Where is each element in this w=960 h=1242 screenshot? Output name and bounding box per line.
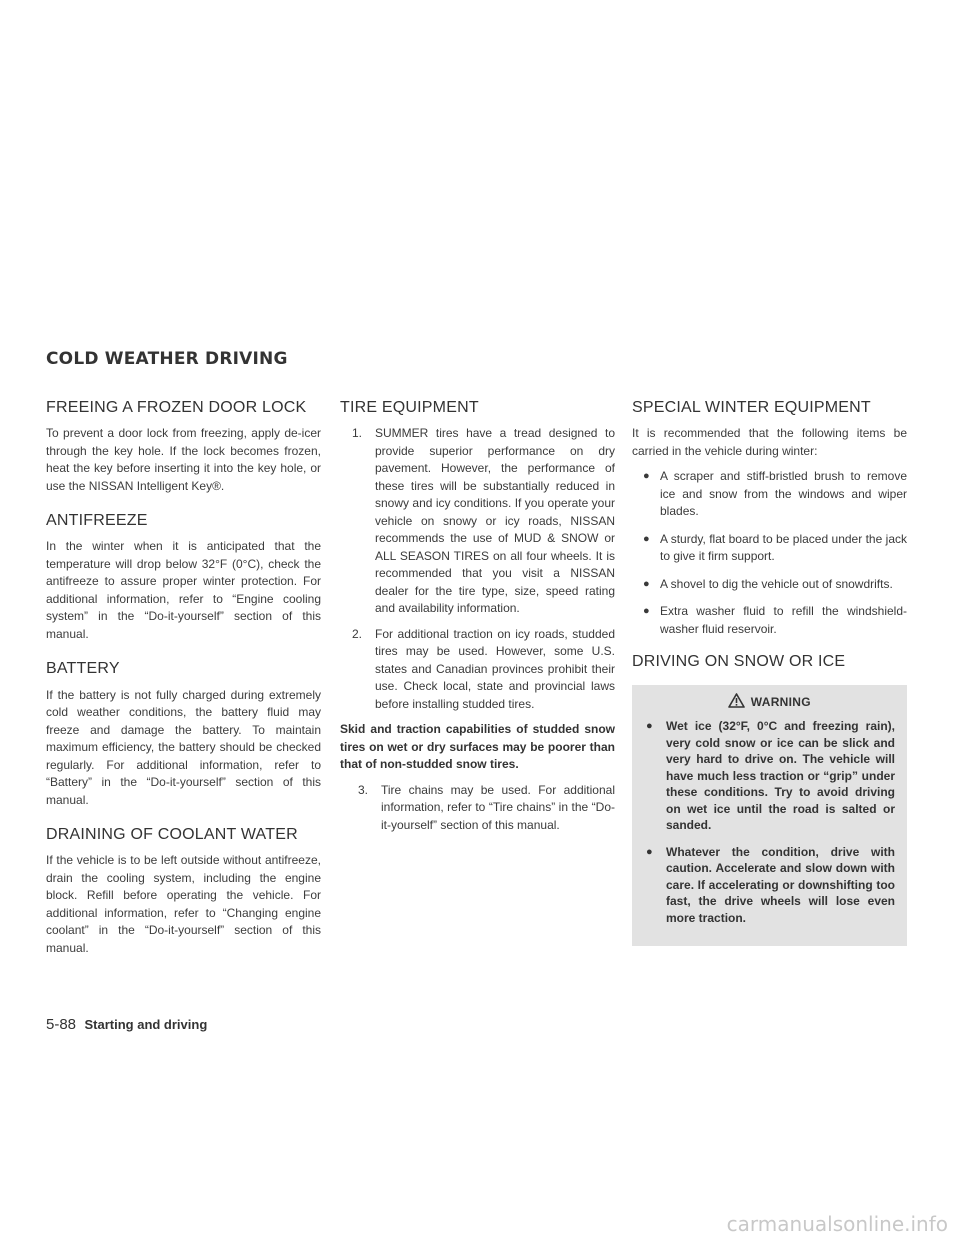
- warning-icon: [728, 693, 745, 708]
- paragraph-coolant: If the vehicle is to be left outside without antifreeze, drain the cooling system, including the engine block. Refill before operating the vehicle. For additional information, refer to “Changing engine coolant” in the “Do-it-yourself” section of this manual.: [46, 853, 321, 955]
- list-number: 3.: [358, 782, 369, 797]
- chapter-title: Starting and driving: [84, 1017, 208, 1032]
- tire-list: [340, 425, 615, 713]
- list-item: [340, 782, 615, 835]
- list-item: [632, 576, 907, 594]
- page-footer: [46, 1016, 207, 1034]
- tire-list-continued: [340, 782, 615, 835]
- heading-freeing-door-lock: FREEING A FROZEN DOOR LOCK: [46, 399, 307, 416]
- heading-special-winter-equipment: SPECIAL WINTER EQUIPMENT: [632, 399, 871, 416]
- list-item: [632, 531, 907, 566]
- warning-list: [644, 718, 895, 926]
- list-item: [632, 603, 907, 638]
- column-1: [46, 398, 321, 969]
- paragraph-freeing-door-lock: To prevent a door lock from freezing, apply de-icer through the key hole. If the lock becomes frozen, heat the key before inserting it into the key hole, or use the NISSAN Intelligent Key®.: [46, 426, 321, 493]
- list-item-text: Wet ice (32°F, 0°C and freezing rain), very cold snow or ice can be slick and very hard to drive on. The vehicle will have much less traction or “grip” under these conditions. Try to avoid driving on wet ice until the road is salted or sanded.: [666, 719, 895, 833]
- list-item-text: A sturdy, flat board to be placed under the jack to give it firm support.: [660, 531, 907, 564]
- list-number: 2.: [352, 626, 363, 641]
- list-item-text: SUMMER tires have a tread designed to provide superior performance on dry pavement. However, the performance of these tires will be substantially reduced in snowy and icy conditions. If you operate your vehicle on snowy or icy roads, NISSAN recommends the use of MUD & SNOW or ALL SEASON TIRES on all four wheels. It is recommended that you visit a NISSAN dealer for the tire type, size, speed rating and availability information.: [375, 426, 615, 616]
- studded-tires-note: Skid and traction capabilities of studded snow tires on wet or dry surfaces may be poorer than that of non-studded snow tires.: [340, 722, 615, 772]
- paragraph-battery: If the battery is not fully charged during extremely cold weather conditions, the battery fluid may freeze and damage the battery. To maintain maximum efficiency, the battery should be checked regularly. For additional information, refer to “Battery” in the “Do-it-yourself” section of this manual.: [46, 687, 321, 807]
- list-item-text: A shovel to dig the vehicle out of snowdrifts.: [660, 576, 893, 591]
- paragraph-antifreeze: In the winter when it is anticipated that the temperature will drop below 32°F (0°C), check the antifreeze to assure proper winter protection. For additional information, refer to “Engine cooling system” in the “Do-it-yourself” section of this manual.: [46, 539, 321, 641]
- bullet-icon: ●: [643, 605, 650, 618]
- bullet-icon: ●: [643, 532, 650, 545]
- list-number: 1.: [352, 426, 363, 441]
- column-2: [340, 398, 615, 842]
- warning-box: [632, 685, 907, 946]
- list-item: [644, 844, 895, 927]
- bullet-icon: ●: [643, 470, 650, 483]
- list-item-text: Tire chains may be used. For additional information, refer to “Tire chains” in the “Do-it-yourself” section of this manual.: [381, 782, 615, 832]
- list-item: [632, 468, 907, 521]
- heading-battery: BATTERY: [46, 660, 120, 678]
- heading-antifreeze: ANTIFREEZE: [46, 512, 148, 530]
- list-item-text: A scraper and stiff-bristled brush to remove ice and snow from the windows and wiper blades.: [660, 469, 907, 519]
- paragraph-special-intro: It is recommended that the following items be carried in the vehicle during winter:: [632, 426, 907, 458]
- equipment-list: [632, 468, 907, 638]
- list-item-text: Whatever the condition, drive with caution. Accelerate and slow down with care. If accelerating or downshifting too fast, the drive wheels will lose even more traction.: [666, 844, 895, 925]
- bullet-icon: ●: [643, 577, 650, 590]
- column-3: [632, 398, 907, 946]
- page-number: 5-88: [46, 1016, 77, 1033]
- list-item-text: For additional traction on icy roads, studded tires may be used. However, some U.S. states and Canadian provinces prohibit their use. Check local, state and provincial laws before installing studded tires.: [375, 626, 615, 711]
- heading-driving-on-snow: DRIVING ON SNOW OR ICE: [632, 653, 846, 671]
- warning-title: WARNING: [750, 695, 811, 710]
- list-item-text: Extra washer fluid to refill the windshield-washer fluid reservoir.: [660, 604, 907, 636]
- list-item: [644, 718, 895, 834]
- bullet-icon: ●: [646, 720, 653, 733]
- list-item: [340, 626, 615, 714]
- warning-header: [644, 685, 895, 718]
- section-title: COLD WEATHER DRIVING: [46, 349, 288, 369]
- bullet-icon: ●: [646, 845, 653, 858]
- heading-tire-equipment: TIRE EQUIPMENT: [340, 399, 479, 416]
- list-item: [340, 425, 615, 618]
- heading-coolant: DRAINING OF COOLANT WATER: [46, 826, 298, 844]
- watermark: carmanualsonline.info: [726, 1212, 948, 1236]
